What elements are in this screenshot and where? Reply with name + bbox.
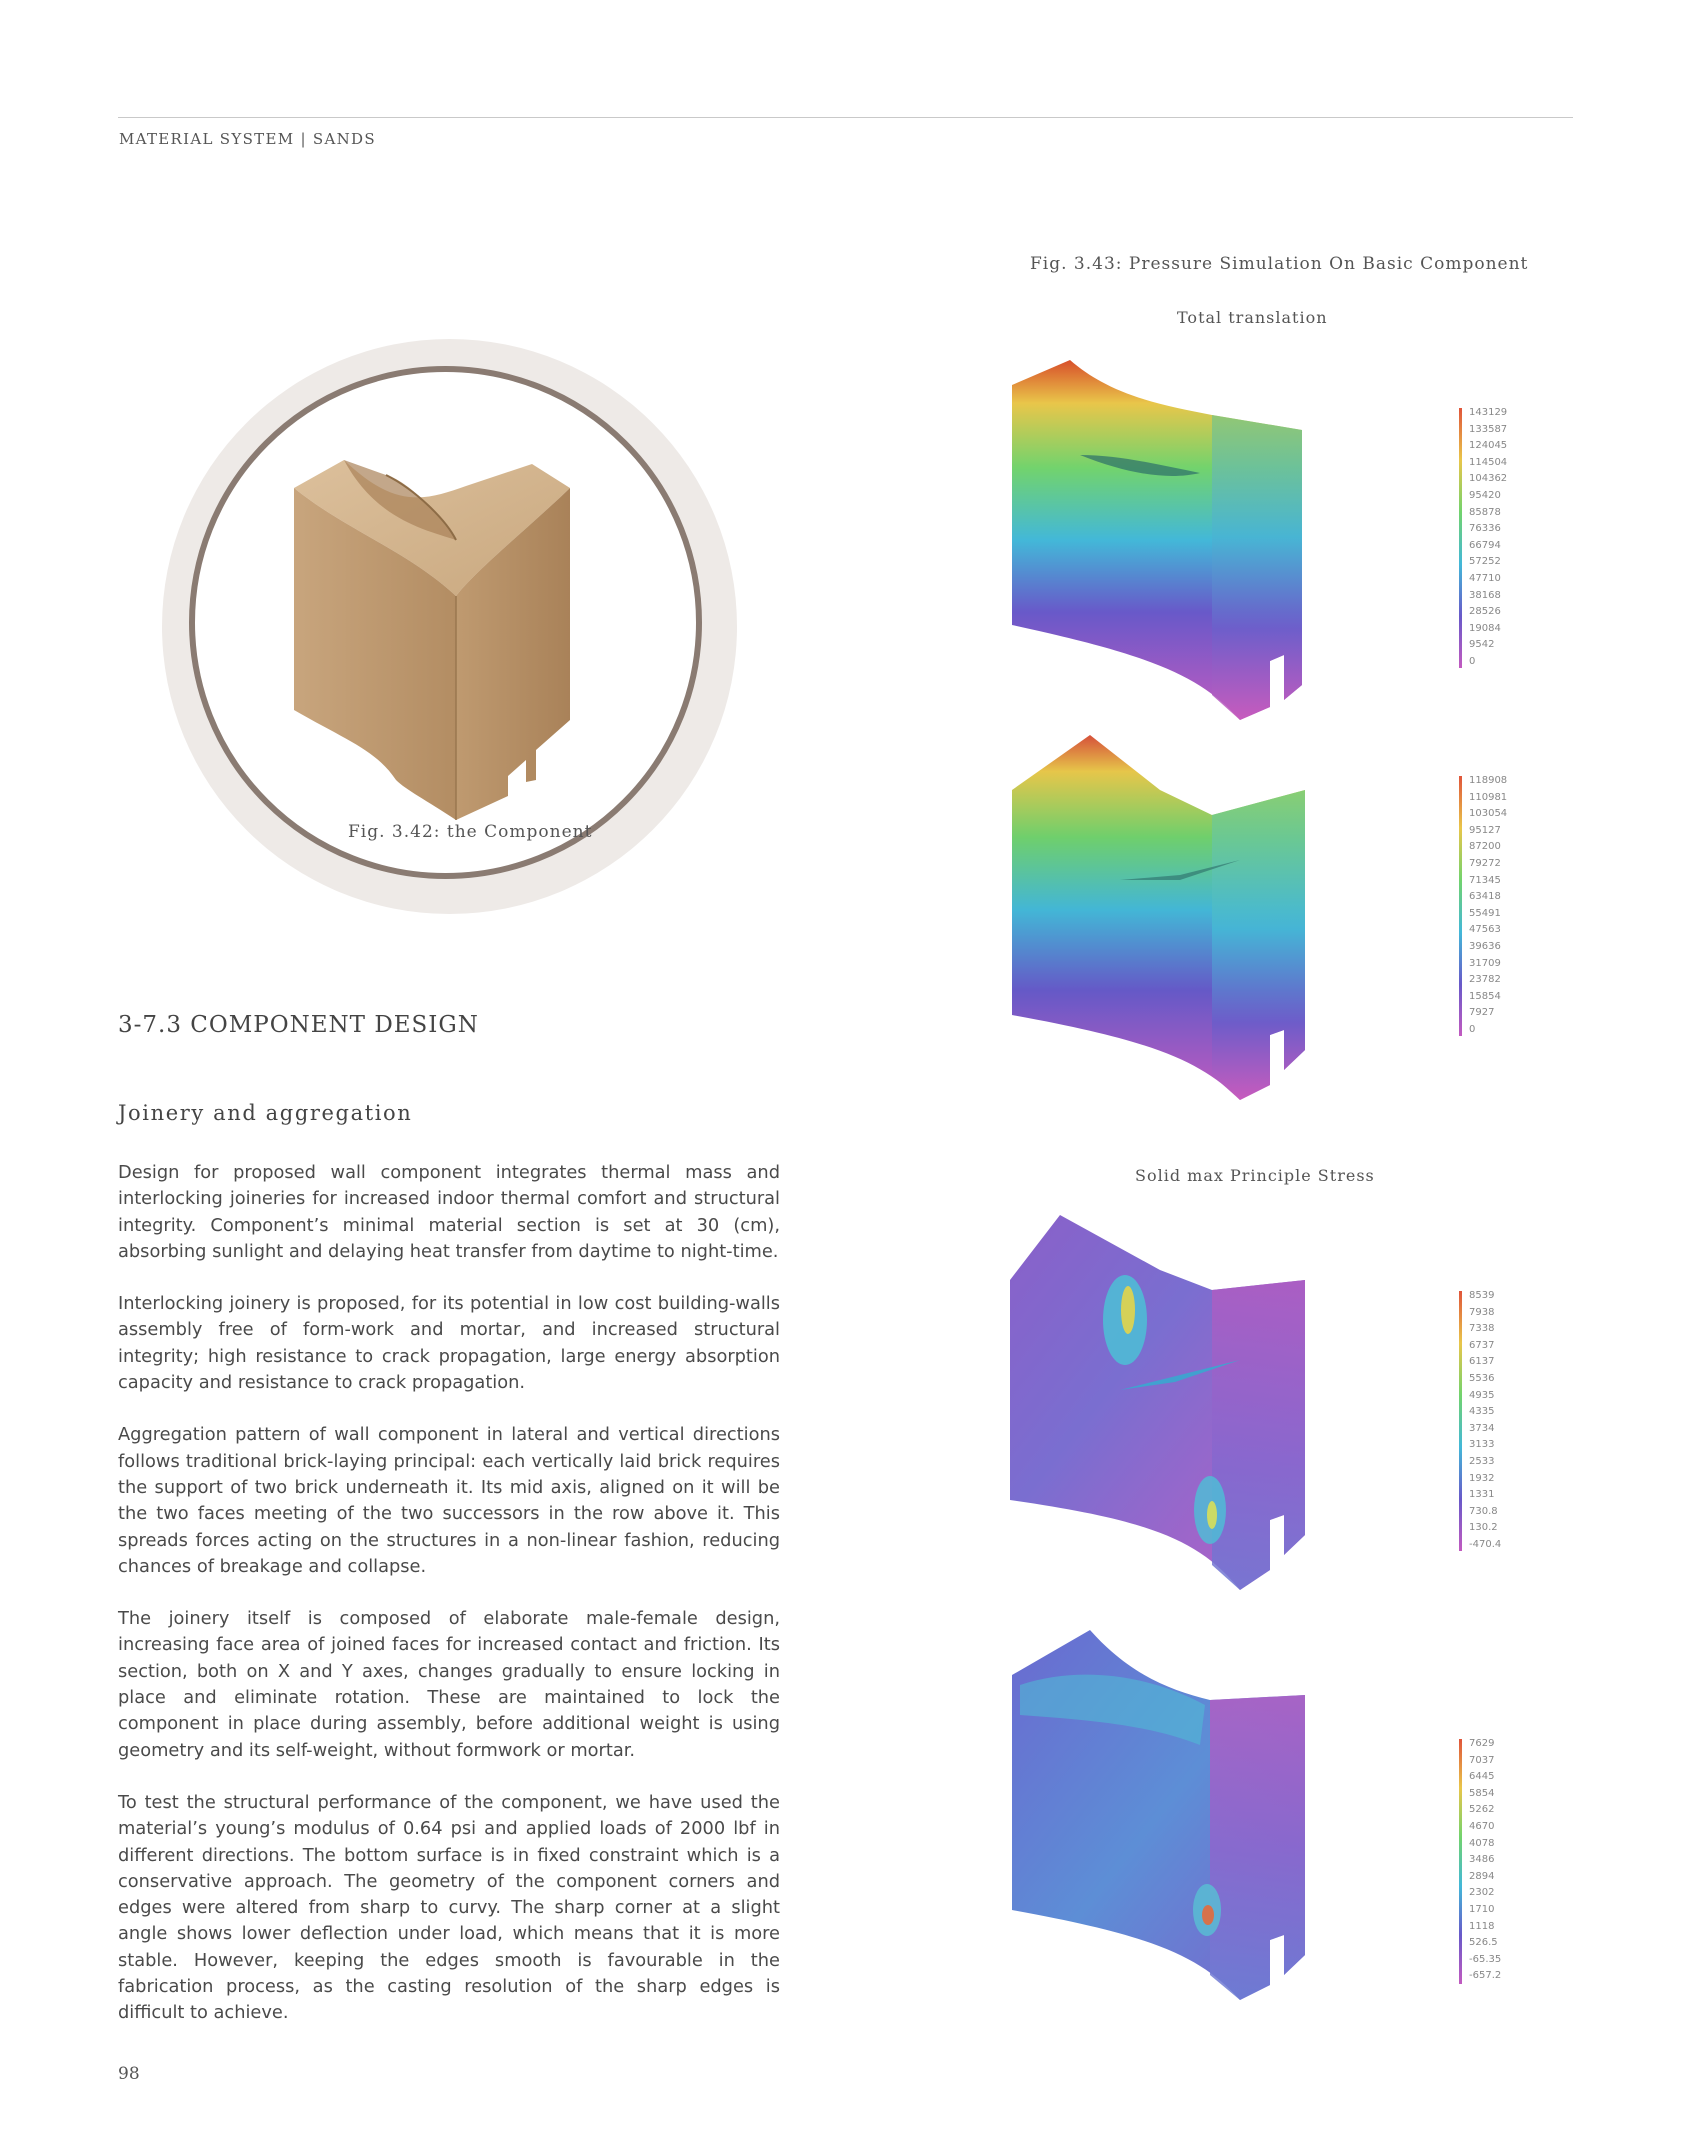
simulation-stress-1: [1000, 1210, 1320, 1610]
legend-value: 47710: [1469, 572, 1501, 584]
legend-value: -470.4: [1469, 1538, 1502, 1550]
legend-value: 7629: [1469, 1738, 1495, 1749]
legend-value: 71345: [1469, 874, 1501, 886]
legend-value: 118908: [1469, 775, 1508, 786]
legend-value: 95420: [1469, 489, 1501, 501]
legend-value: 1932: [1469, 1472, 1495, 1484]
legend-value: 28526: [1469, 606, 1501, 618]
legend-value: 130.2: [1469, 1522, 1498, 1534]
legend-value: 79272: [1469, 857, 1501, 869]
page-number: 98: [118, 2064, 140, 2084]
legend-value: 4078: [1469, 1837, 1495, 1849]
legend-value: 66794: [1469, 539, 1501, 551]
legend-value: 6137: [1469, 1356, 1495, 1368]
simulation-translation-1: [1000, 355, 1320, 725]
legend-value: 143129: [1469, 407, 1508, 418]
simulation-translation-2: [1000, 730, 1320, 1110]
legend-value: 103054: [1469, 808, 1508, 820]
legend-value: -65.35: [1469, 1953, 1502, 1965]
legend-value: 95127: [1469, 824, 1501, 836]
legend-value: 5262: [1469, 1804, 1495, 1816]
legend-value: 6445: [1469, 1771, 1495, 1783]
legend-value: 5536: [1469, 1372, 1495, 1384]
legend-value: 15854: [1469, 990, 1501, 1002]
legend-value: 19084: [1469, 622, 1501, 634]
simulation-stress-2: [1000, 1625, 1320, 2005]
paragraph: To test the structural performance of the component, we have used the material’s young’s modulus of 0.64 psi and applied loads of 2000 lbf in different directions. The bottom surface is in fixed constraint which is a conservative approach. The geometry of the component corners and edges were altered from sharp to curvy. The sharp corner at a slight angle shows lower deflection under load, which means that it is more stable. However, keeping the edges smooth is favourable in the fabrication process, as the casting resolution of the sharp edges is difficult to achieve.: [118, 1791, 780, 2024]
legend-value: 3734: [1469, 1422, 1495, 1434]
legend-value: 38168: [1469, 589, 1501, 601]
legend-value: 110981: [1469, 791, 1508, 803]
legend-value: 104362: [1469, 473, 1508, 485]
legend-value: 39636: [1469, 940, 1501, 952]
legend-value: 31709: [1469, 957, 1501, 969]
legend-value: 3133: [1469, 1439, 1495, 1451]
fig-3-42-caption: Fig. 3.42: the Component: [348, 822, 593, 842]
paragraph: The joinery itself is composed of elaborate male-female design, increasing face area of joined faces for increased contact and friction. Its section, both on X and Y axes, changes gradually to ensure locking in place and eliminate rotation. These are maintained to lock the component in place during assembly, before additional weight is using geometry and its self-weight, without formwork or mortar.: [118, 1608, 780, 1761]
principle-stress-label: Solid max Principle Stress: [1135, 1166, 1375, 1185]
legend-value: 114504: [1469, 456, 1508, 468]
legend-value: 85878: [1469, 506, 1501, 518]
legend-value: 9542: [1469, 639, 1495, 651]
legend-value: 76336: [1469, 523, 1501, 535]
legend-value: 8539: [1469, 1290, 1495, 1301]
legend-value: 2302: [1469, 1887, 1495, 1899]
legend-value: 2533: [1469, 1455, 1495, 1467]
legend-value: 7927: [1469, 1007, 1495, 1019]
body-text: [118, 1160, 780, 2053]
legend-value: 730.8: [1469, 1505, 1498, 1517]
legend-value: -657.2: [1469, 1970, 1502, 1982]
legend-value: 526.5: [1469, 1937, 1498, 1949]
legend-translation-1: [1459, 405, 1507, 671]
legend-stress-2: [1459, 1736, 1501, 1985]
legend-value: 57252: [1469, 556, 1501, 568]
component-render: [286, 420, 576, 820]
legend-value: 1118: [1469, 1920, 1495, 1932]
paragraph: Interlocking joinery is proposed, for its potential in low cost building-walls assembly free of form-work and mortar, and increased structural integrity; high resistance to crack propagation, large energy absorption capacity and resistance to crack propagation.: [118, 1293, 780, 1394]
total-translation-label: Total translation: [1177, 308, 1328, 327]
legend-value: 5854: [1469, 1787, 1495, 1799]
legend-value: 0: [1469, 1023, 1476, 1035]
legend-value: 55491: [1469, 907, 1501, 919]
legend-value: 4935: [1469, 1389, 1495, 1401]
legend-value: 133587: [1469, 423, 1508, 435]
header-rule: [118, 117, 1573, 118]
fig-3-43-caption: Fig. 3.43: Pressure Simulation On Basic Component: [1030, 254, 1529, 274]
legend-value: 63418: [1469, 891, 1501, 903]
legend-stress-1: [1459, 1288, 1501, 1554]
section-heading: 3-7.3 COMPONENT DESIGN: [118, 1012, 479, 1038]
legend-value: 6737: [1469, 1339, 1495, 1351]
legend-value: 0: [1469, 655, 1476, 667]
legend-translation-2: [1459, 773, 1507, 1039]
legend-value: 7938: [1469, 1306, 1495, 1318]
legend-value: 3486: [1469, 1854, 1495, 1866]
paragraph: Aggregation pattern of wall component in lateral and vertical directions follows traditional brick-laying principal: each vertically laid brick requires the support of two brick underneath it. Its mid axis, aligned on it will be the two faces meeting of the two successors in the row above it. This spreads forces acting on the structures in a non-linear fashion, reducing chances of breakage and collapse.: [118, 1424, 780, 1577]
section-subheading: Joinery and aggregation: [118, 1101, 413, 1125]
legend-value: 47563: [1469, 924, 1501, 936]
legend-value: 7338: [1469, 1323, 1495, 1335]
legend-value: 2894: [1469, 1870, 1495, 1882]
legend-value: 4335: [1469, 1406, 1495, 1418]
legend-value: 124045: [1469, 440, 1508, 452]
legend-value: 87200: [1469, 841, 1501, 853]
paragraph: Design for proposed wall component integrates thermal mass and interlocking joineries for increased indoor thermal comfort and structural integrity. Component’s minimal material section is set at 30 (cm), absorbing sunlight and delaying heat transfer from daytime to night-time.: [118, 1162, 780, 1262]
legend-value: 1710: [1469, 1903, 1495, 1915]
legend-value: 23782: [1469, 974, 1501, 986]
legend-value: 4670: [1469, 1820, 1495, 1832]
legend-value: 1331: [1469, 1489, 1495, 1501]
legend-value: 7037: [1469, 1754, 1495, 1766]
running-header: MATERIAL SYSTEM | SANDS: [119, 130, 376, 148]
